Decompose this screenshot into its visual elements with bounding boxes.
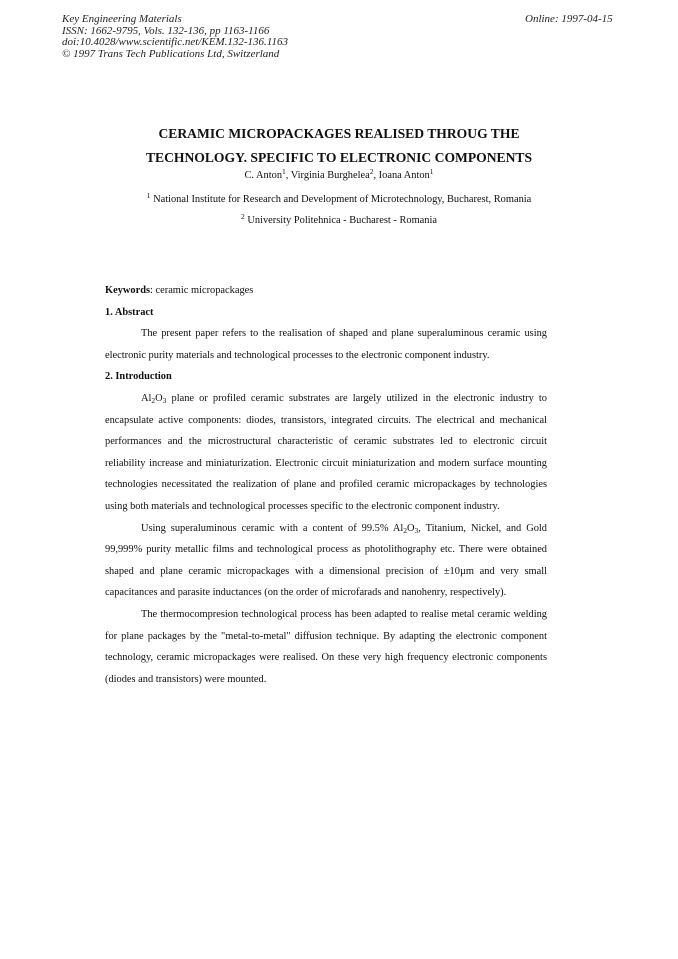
publication-info <box>62 14 288 60</box>
copyright-line: © 1997 Trans Tech Publications Ltd, Switzerland <box>62 47 280 60</box>
affiliation-mark: 1 <box>146 191 151 200</box>
formula-text: O <box>155 392 163 404</box>
title-line-2: TECHNOLOGY. SPECIFIC TO ELECTRONIC COMPONENTS <box>145 150 533 165</box>
intro-paragraph-3: The thermocompresion technological process has been adapted to realise metal ceramic welding for plane packages by the "metal-to-metal" diffusion technique. By adapting the electronic component technology, ceramic micropackages were realised. On these very high frequency electronic components (diodes and transistors) were mounted. <box>105 608 547 685</box>
affiliation-1 <box>0 193 678 207</box>
formula-subscript: 3 <box>162 395 167 405</box>
paragraph-text: Using superaluminous ceramic with a content of 99.5% Al <box>141 522 404 534</box>
author-name: Ioana Anton <box>378 170 430 181</box>
paragraph-text: , Titanium, Nickel, and Gold 99,999% purity metallic films and technological process as photolithography etc. There were obtained shaped and plane ceramic micropackages with a dimensional precision of ±10µm and very small capacitances and parasite inductances (on the order of microfarads and nanohenry, respectively). <box>105 522 548 599</box>
affiliation-text: University Politehnica - Bucharest - Romania <box>247 215 437 226</box>
author-name: C. Anton <box>244 170 283 181</box>
paper-title <box>0 122 678 170</box>
journal-name: Key Engineering Materials <box>62 13 182 25</box>
issn-line: ISSN: 1662-9795, Vols. 132-136, pp 1163-1166 <box>62 24 270 37</box>
affiliation-mark: 1 <box>282 167 286 176</box>
author-name: Virginia Burghelea <box>290 170 370 181</box>
keywords-label: Keywords <box>105 285 151 296</box>
keywords-value: : ceramic micropackages <box>150 285 254 296</box>
intro-paragraph-1 <box>105 388 547 518</box>
abstract-paragraph: The present paper refers to the realisation of shaped and plane superaluminous ceramic using electronic purity materials and technological processes to the electronic component industry. <box>105 328 547 361</box>
affiliation-mark: 1 <box>429 167 434 176</box>
online-date: Online: 1997-04-15 <box>525 13 613 25</box>
paper-body <box>105 280 547 690</box>
formula-subscript: 2 <box>151 395 156 405</box>
affiliation-mark: 2 <box>241 212 245 221</box>
affiliation-mark: 2 <box>369 167 374 176</box>
formula-subscript: 2 <box>403 525 408 535</box>
title-line-1: CERAMIC MICROPACKAGES REALISED THROUG THE <box>158 126 520 141</box>
intro-paragraph-2 <box>105 518 547 604</box>
formula-text: Al <box>141 392 152 404</box>
paragraph-text: plane or profiled ceramic substrates are largely utilized in the electronic industry to encapsulate active components: diodes, transistors, integrated circuits. The electrical and mechanical performances and the microstructural characteristic of ceramic substrates led to electronic circuit reliability increase and miniaturization. Electronic circuit miniaturization and modern surface mounting technologies necessitated the realization of plane and profiled ceramic micropackages by technologies using both materials and technological processes specific to the electronic component industry. <box>105 392 547 512</box>
affiliation-text: National Institute for Research and Development of Microtechnology, Bucharest, Romania <box>153 194 532 205</box>
formula-text: O <box>407 522 415 534</box>
doi-line: doi:10.4028/www.scientific.net/KEM.132-136.1163 <box>62 36 288 48</box>
section-heading-introduction: 2. Introduction <box>105 371 172 383</box>
section-heading-abstract: 1. Abstract <box>105 306 154 318</box>
formula-subscript: 3 <box>414 525 419 535</box>
author-list: C. Anton$^1$, Virginia Burghelea$^2$, Ioana Anton$^1$ <box>244 167 434 181</box>
affiliation-2 <box>0 214 678 228</box>
keywords <box>105 280 547 302</box>
